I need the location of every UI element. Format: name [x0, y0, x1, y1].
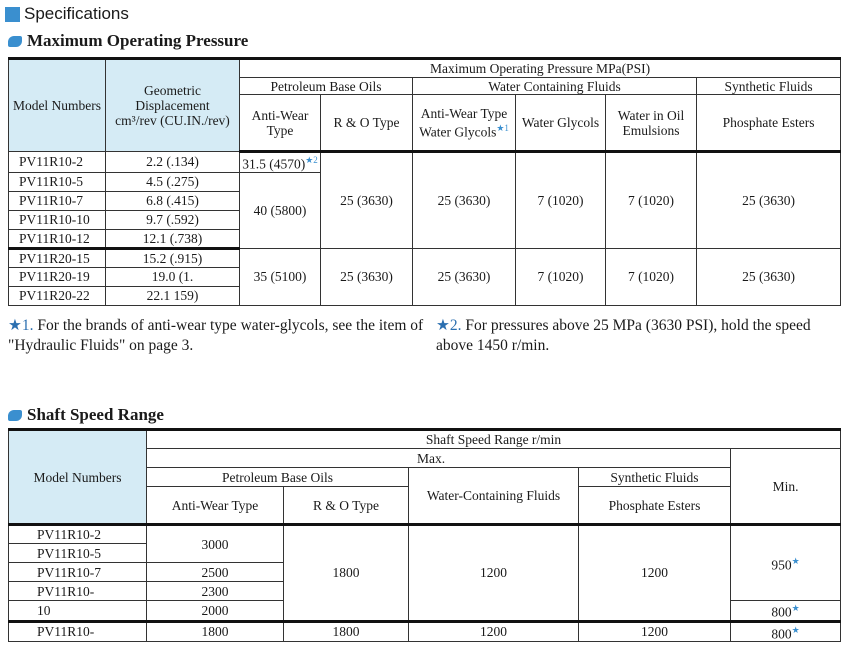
header-petroleum: Petroleum Base Oils: [240, 78, 413, 95]
header-min: Min.: [731, 449, 841, 525]
section-title: Specifications: [24, 4, 129, 23]
speed-ro-b: 1800: [284, 621, 409, 642]
note-2-text: For pressures above 25 MPa (3630 PSI), hold the speed above 1450 r/min.: [436, 317, 811, 354]
pressure-ro-g1: 25 (3630): [321, 152, 413, 249]
header-anti-wear: Anti-Wear Type: [147, 487, 284, 525]
note-star-icon: ★: [791, 555, 800, 566]
pressure-wio-g1: 7 (1020): [606, 152, 697, 249]
speed-heading-row: [8, 405, 164, 425]
header-water-containing: Water Containing Fluids: [413, 78, 697, 95]
table-row-disp: 6.8 (.415): [106, 191, 240, 210]
speed-aw-e: 1800: [147, 621, 284, 642]
pressure-pe-g1: 25 (3630): [697, 152, 841, 249]
pressure-wio-g2: 7 (1020): [606, 248, 697, 305]
table-row-model: PV11R10-: [9, 621, 147, 642]
table-row-model: PV11R10-10: [9, 210, 106, 229]
header-water-in-oil: Water in Oil Emulsions: [606, 95, 697, 152]
pressure-wg-g1: 7 (1020): [516, 152, 606, 249]
section-marker-icon: [5, 7, 20, 22]
pressure-aw-g2: 35 (5100): [240, 248, 321, 305]
geo-unit: cm³/rev (CU.IN./rev): [115, 113, 230, 128]
table-row-disp: 22.1 159): [106, 286, 240, 305]
speed-min-a: 950★: [731, 525, 841, 601]
note-2: [436, 316, 840, 356]
header-water-glycols: Water Glycols: [516, 95, 606, 152]
pressure-awwg-g1: 25 (3630): [413, 152, 516, 249]
speed-wc-a: 1200: [409, 525, 579, 622]
note-star-icon: ★: [791, 624, 800, 635]
header-geometric-displacement: [106, 59, 240, 152]
speed-aw-d: 2000: [147, 601, 284, 622]
table-row-model: PV11R10-2: [9, 525, 147, 544]
note-1-text: For the brands of anti-wear type water-glycols, see the item of "Hydraulic Fluids" on page 3.: [8, 317, 424, 354]
pressure-table: [8, 57, 841, 306]
pressure-aw-g1: 40 (5800): [240, 172, 321, 248]
geo-label: Geometric Displacement: [135, 83, 210, 113]
header-anti-wear: Anti-Wear Type: [240, 95, 321, 152]
pressure-pe-g2: 25 (3630): [697, 248, 841, 305]
pressure-heading-row: [8, 31, 248, 51]
table-row-model: PV11R10-5: [9, 172, 106, 191]
bullet-icon: [8, 410, 22, 421]
header-aw-water-glycols: Anti-Wear Type Water Glycols$^{★1}$: [413, 95, 516, 152]
speed-heading: Shaft Speed Range: [27, 405, 164, 424]
pressure-heading: Maximum Operating Pressure: [27, 31, 249, 50]
pressure-ro-g2: 25 (3630): [321, 248, 413, 305]
table-row-model: PV11R20-22: [9, 286, 106, 305]
header-synthetic: Synthetic Fluids: [697, 78, 841, 95]
speed-min-c: 800★: [731, 621, 841, 642]
table-row-model: PV11R10-7: [9, 191, 106, 210]
table-row-model: PV11R20-15: [9, 248, 106, 267]
speed-pe-a: 1200: [579, 525, 731, 622]
table-row-model: PV11R10-7: [9, 563, 147, 582]
note-star-icon: ★: [791, 603, 800, 613]
speed-table: [8, 428, 841, 642]
pressure-wg-g2: 7 (1020): [516, 248, 606, 305]
header-max: Max.: [147, 449, 731, 468]
speed-wc-b: 1200: [409, 621, 579, 642]
header-r-o: R & O Type: [321, 95, 413, 152]
speed-min-b: 800★: [731, 601, 841, 622]
header-model-numbers: Model Numbers: [9, 59, 106, 152]
note-1-mark: ★1.: [8, 317, 34, 334]
table-row-disp: 4.5 (.275): [106, 172, 240, 191]
note-star-icon: ★1: [496, 122, 509, 133]
table-row-model: PV11R10-5: [9, 544, 147, 563]
table-row-model: PV11R10-: [9, 582, 147, 601]
table-row-model: PV11R20-19: [9, 267, 106, 286]
section-header: [5, 3, 129, 25]
header-petroleum: Petroleum Base Oils: [147, 468, 409, 487]
table-row-disp: 9.7 (.592): [106, 210, 240, 229]
header-phosphate-esters: Phosphate Esters: [697, 95, 841, 152]
note-2-mark: ★2.: [436, 317, 462, 334]
speed-aw-a: 3000: [147, 525, 284, 563]
header-synthetic: Synthetic Fluids: [579, 468, 731, 487]
table-row-disp: 19.0 (1.: [106, 267, 240, 286]
table-row-model: PV11R10-12: [9, 229, 106, 248]
table-row-model: PV11R10-2: [9, 152, 106, 173]
header-r-o: R & O Type: [284, 487, 409, 525]
header-max-pressure: Maximum Operating Pressure MPa(PSI): [240, 59, 841, 78]
header-model-numbers: Model Numbers: [9, 430, 147, 525]
pressure-aw-first: 31.5 $(4570)^{★2}$: [240, 152, 321, 173]
speed-ro-a: 1800: [284, 525, 409, 622]
note-1: [8, 316, 428, 356]
bullet-icon: [8, 36, 22, 47]
speed-aw-b: 2500: [147, 563, 284, 582]
note-star-icon: ★2: [305, 155, 318, 165]
table-row-disp: 15.2 (.915): [106, 248, 240, 267]
pressure-awwg-g2: 25 (3630): [413, 248, 516, 305]
header-phosphate-esters: Phosphate Esters: [579, 487, 731, 525]
table-row-disp: 2.2 (.134): [106, 152, 240, 173]
header-speed-range: Shaft Speed Range r/min: [147, 430, 841, 449]
table-row-disp: 12.1 (.738): [106, 229, 240, 248]
table-row-model: 10: [9, 601, 147, 622]
speed-pe-b: 1200: [579, 621, 731, 642]
header-water-containing: Water-Containing Fluids: [409, 468, 579, 525]
speed-aw-c: 2300: [147, 582, 284, 601]
